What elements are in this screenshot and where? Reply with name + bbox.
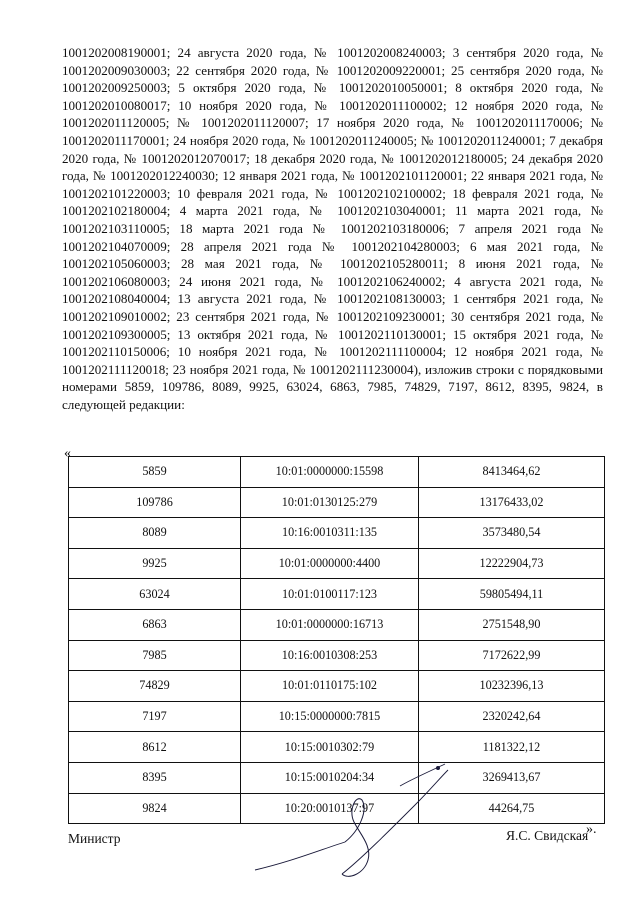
- cadastral-number: 10:15:0010302:79: [241, 732, 419, 763]
- signer-title: Министр: [68, 831, 121, 846]
- table-row: [69, 487, 605, 518]
- cadastral-number: 10:20:0010137:97: [241, 793, 419, 824]
- row-number: 7197: [69, 701, 241, 732]
- table-row: [69, 457, 605, 488]
- signer-name: Я.С. Свидская: [506, 828, 589, 843]
- table-row: [69, 640, 605, 671]
- table-row: [69, 579, 605, 610]
- cadastral-number: 10:01:0000000:16713: [241, 609, 419, 640]
- cadastral-number: 10:16:0010308:253: [241, 640, 419, 671]
- cadastral-number: 10:01:0110175:102: [241, 671, 419, 702]
- cadastral-value: 12222904,73: [419, 548, 605, 579]
- table-row: [69, 671, 605, 702]
- cadastral-number: 10:01:0130125:279: [241, 487, 419, 518]
- row-number: 5859: [69, 457, 241, 488]
- table-row: [69, 701, 605, 732]
- table-row: [69, 609, 605, 640]
- opening-quote: «: [64, 446, 71, 461]
- cadastral-number: 10:15:0000000:7815: [241, 701, 419, 732]
- cadastral-number: 10:01:0000000:15598: [241, 457, 419, 488]
- table-row: [69, 518, 605, 549]
- cadastral-value: 44264,75: [419, 793, 605, 824]
- table-row: [69, 548, 605, 579]
- closing-quote: ».: [586, 822, 597, 837]
- cadastral-number: 10:15:0010204:34: [241, 762, 419, 793]
- cadastral-value: 59805494,11: [419, 579, 605, 610]
- cadastral-value: 10232396,13: [419, 671, 605, 702]
- body-paragraph: 1001202008190001; 24 августа 2020 года, № 1001202008240003; 3 сентября 2020 года, № 1001202009030003; 22 сентября 2020 года, № 1001202009220001; 25 сентября 2020 года, № 1001202009250003; 5 октября 2020 года, № 1001202010050001; 8 октября 2020 года, № 1001202010080017; 10 ноября 2020 года, № 1001202011100002; 12 ноября 2020 года, № 1001202011120005; № 1001202011120007; 17 ноября 2020 года, № 1001202011170006; № 1001202011170001; 24 ноября 2020 года, № 1001202011240005; № 1001202011240001; 7 декабря 2020 года, № 1001202012070017; 18 декабря 2020 года, № 1001202012180005; 24 декабря 2020 года, № 1001202012240030; 12 января 2021 года, № 1001202101120001; 22 января 2021 года, № 1001202101220003; 10 февраля 2021 года, № 1001202102100002; 18 февраля 2021 года, № 1001202102180004; 4 марта 2021 года, № 1001202103040001; 11 марта 2021 года, № 1001202103110005; 18 марта 2021 года № 1001202103180006; 7 апреля 2021 года № 1001202104070009; 28 апреля 2021 года № 1001202104280003; 6 мая 2021 года, № 1001202105060003; 28 мая 2021 года, № 1001202105280011; 8 июня 2021 года, № 1001202106080003; 24 июня 2021 года, № 1001202106240002; 4 августа 2021 года, № 1001202108040004; 13 августа 2021 года, № 1001202108130003; 1 сентября 2021 года, № 1001202109010002; 23 сентября 2021 года, № 1001202109230001; 30 сентября 2021 года, № 1001202109300005; 13 октября 2021 года, № 1001202110130001; 15 октября 2021 года, № 1001202110150006; 10 ноября 2021 года, № 1001202111100004; 12 ноября 2021 года, № 1001202111120018; 23 ноября 2021 года, № 1001202111230004), изложив строки с порядковыми номерами 5859, 109786, 8089, 9925, 63024, 6863, 7985, 74829, 7197, 8612, 8395, 9824, в следующей редакции:: [62, 45, 603, 412]
- row-number: 6863: [69, 609, 241, 640]
- cadastral-number: 10:01:0100117:123: [241, 579, 419, 610]
- cadastral-value: 3573480,54: [419, 518, 605, 549]
- cadastral-value: 8413464,62: [419, 457, 605, 488]
- cadastral-value: 7172622,99: [419, 640, 605, 671]
- row-number: 8395: [69, 762, 241, 793]
- row-number: 109786: [69, 487, 241, 518]
- row-number: 74829: [69, 671, 241, 702]
- cadastral-value: 2751548,90: [419, 609, 605, 640]
- row-number: 9824: [69, 793, 241, 824]
- row-number: 63024: [69, 579, 241, 610]
- cadastral-number: 10:01:0000000:4400: [241, 548, 419, 579]
- row-number: 7985: [69, 640, 241, 671]
- row-number: 8089: [69, 518, 241, 549]
- cadastral-number: 10:16:0010311:135: [241, 518, 419, 549]
- handwritten-signature: [250, 750, 460, 890]
- cadastral-value: 13176433,02: [419, 487, 605, 518]
- row-number: 8612: [69, 732, 241, 763]
- row-number: 9925: [69, 548, 241, 579]
- cadastral-value: 3269413,67: [419, 762, 605, 793]
- cadastral-value: 2320242,64: [419, 701, 605, 732]
- cadastral-value: 1181322,12: [419, 732, 605, 763]
